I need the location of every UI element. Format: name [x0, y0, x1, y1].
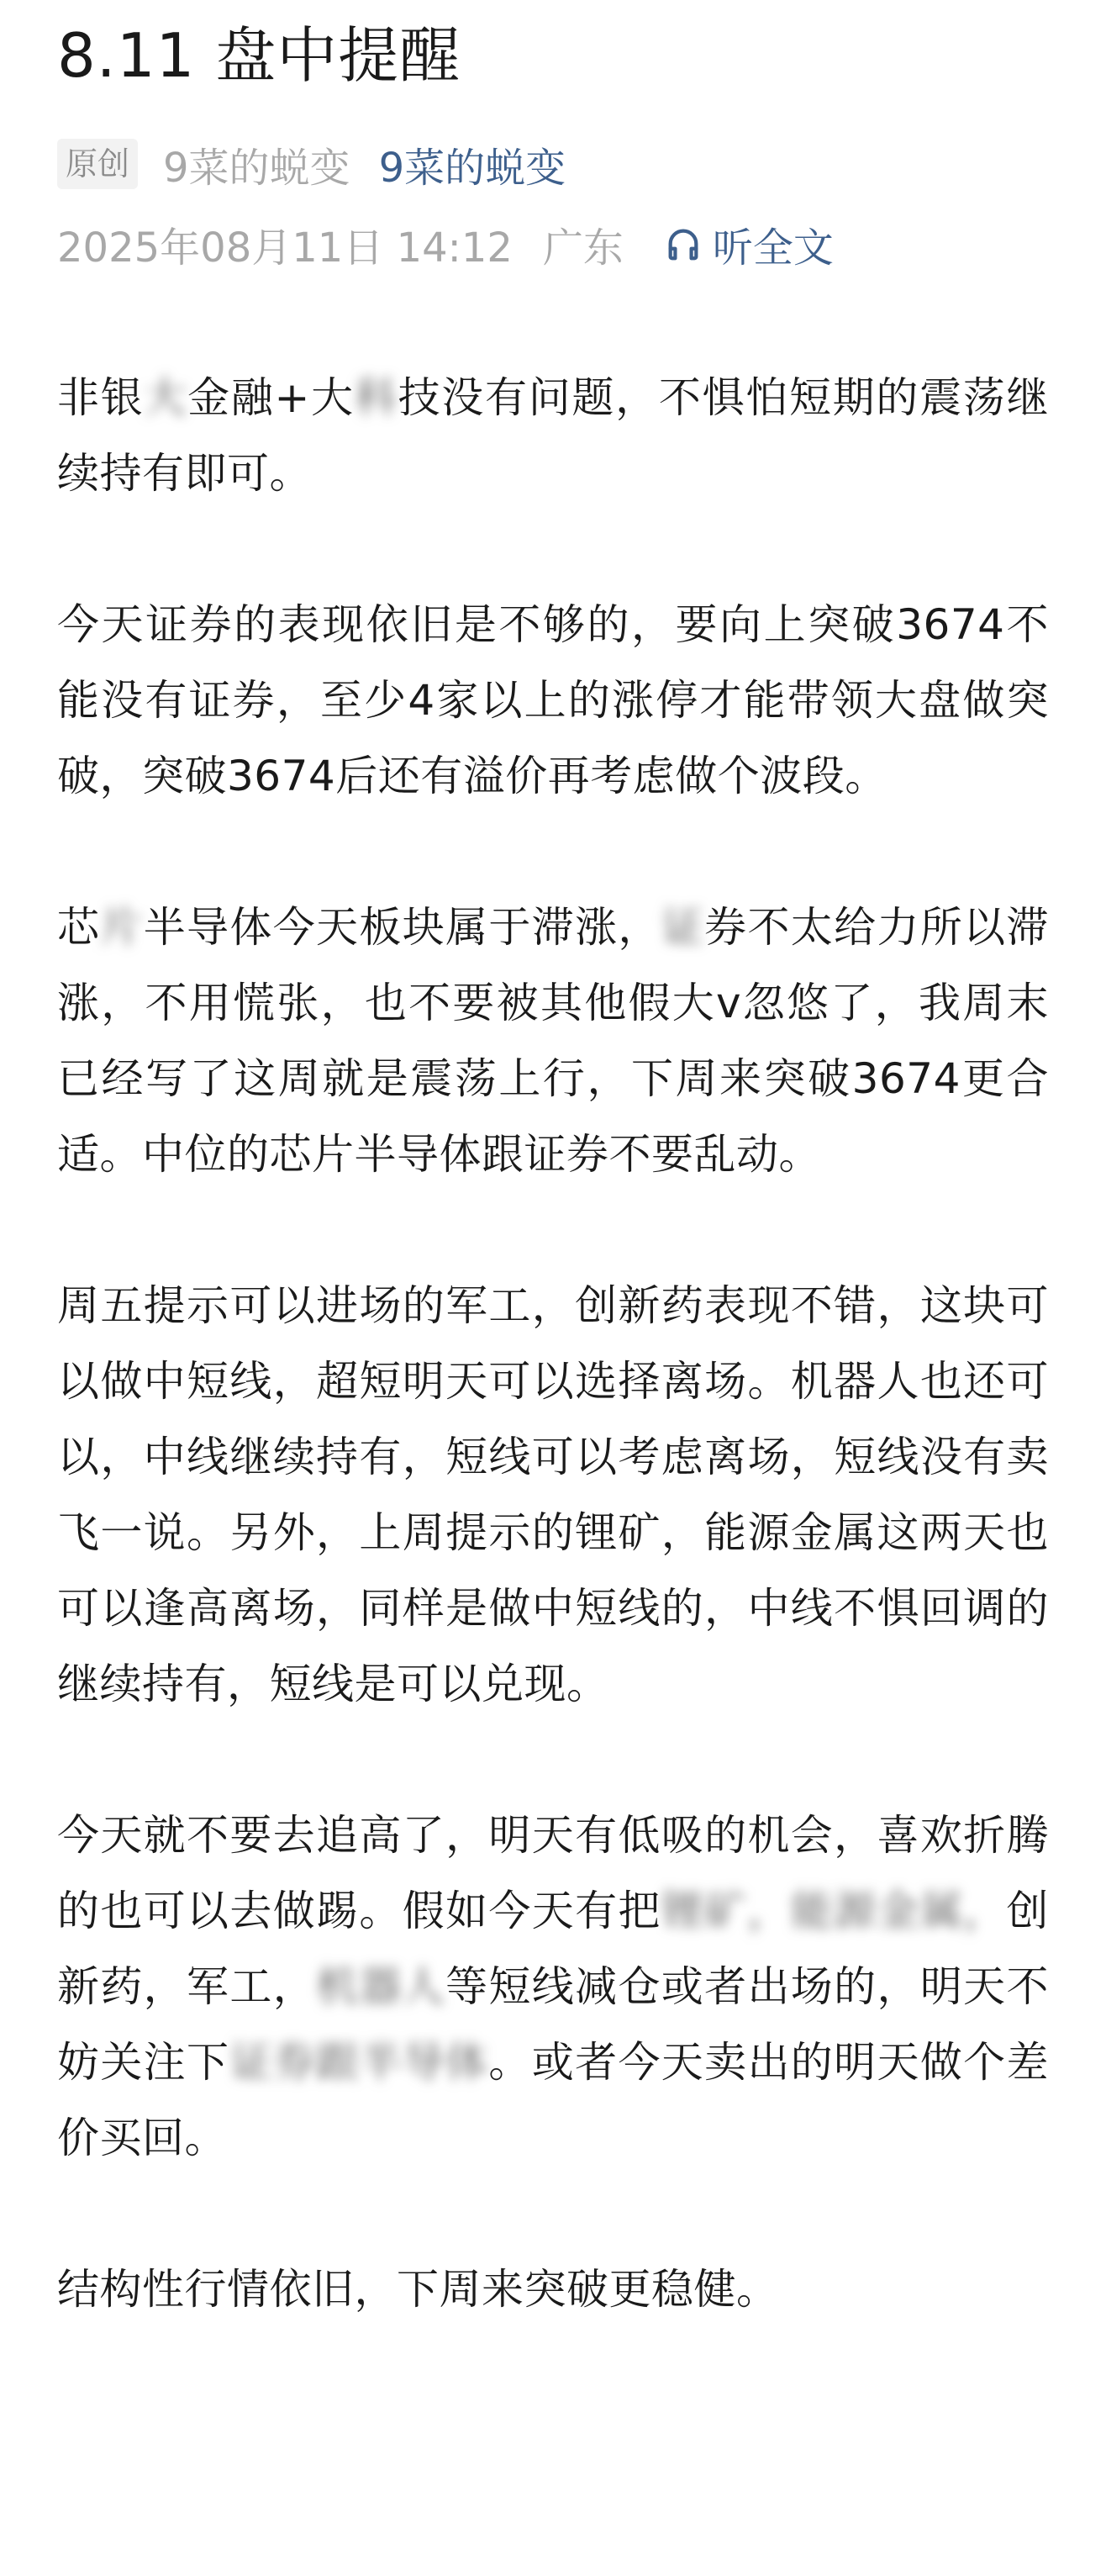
- text-segment: 今天就不要去追高了，明天有低吸的机会，喜欢折腾的也可以去做踢。假如今天有把: [57, 1811, 1049, 1935]
- blurred-text: 科: [354, 373, 398, 422]
- author-row: [57, 136, 1049, 192]
- publish-location: 广东: [542, 224, 624, 272]
- headphones-icon: [664, 224, 703, 263]
- text-segment: 半导体今天板块属于滞涨，: [143, 903, 661, 952]
- paragraph-3: [57, 889, 1049, 1192]
- text-segment: 技没有问题，不惧怕短期的震荡继续持有即可。: [57, 373, 1050, 498]
- listen-full-text-button[interactable]: [664, 215, 834, 273]
- text-segment: 。或者今天卖出的明天做个差价买回。: [57, 2038, 1050, 2162]
- blurred-text: 大: [144, 373, 188, 422]
- paragraph-5: [57, 1797, 1049, 2176]
- text-segment: 等短线减仓或者出场的，明天不妨关注下: [57, 1962, 1050, 2087]
- text-segment: 金融+大: [187, 373, 355, 422]
- listen-label: 听全文: [712, 224, 834, 272]
- blurred-text: 锂矿，能源金属，: [661, 1887, 1007, 1935]
- text-segment: 创新药，军工，: [57, 1887, 1050, 2011]
- article-title: 8.11 盘中提醒: [57, 20, 461, 91]
- meta-row: [57, 215, 1049, 272]
- paragraph-6: 结构性行情依旧，下周来突破更稳健。: [57, 2265, 779, 2314]
- text-segment: 非银: [57, 373, 145, 422]
- blurred-text: 证: [661, 903, 705, 952]
- original-badge: 原创: [57, 139, 138, 189]
- text-segment: 芯: [57, 903, 101, 952]
- author-name-link[interactable]: 9菜的蜕变: [378, 144, 566, 192]
- blurred-text: 证券跟半导体: [229, 2038, 489, 2087]
- paragraph-1: [57, 360, 1049, 511]
- blurred-text: 机器人: [316, 1962, 446, 2011]
- author-name-plain: 9菜的蜕变: [163, 144, 350, 192]
- paragraph-2: 今天证券的表现依旧是不够的，要向上突破3674不能没有证券，至少4家以上的涨停才能带领大盘做突破，突破3674后还有溢价再考虑做个波段。: [57, 600, 1049, 800]
- paragraph-4: 周五提示可以进场的军工，创新药表现不错，这块可以做中短线，超短明天可以选择离场。机器人也还可以，中线继续持有，短线可以考虑离场，短线没有卖飞一说。另外，上周提示的锂矿，能源金属这两天也可以逢高离场，同样是做中短线的，中线不惧回调的继续持有，短线是可以兑现。: [57, 1281, 1049, 1708]
- text-segment: 券不太给力所以滞涨，不用慌张，也不要被其他假大v忽悠了，我周末已经写了这周就是震荡上行，下周来突破3674更合适。中位的芯片半导体跟证券不要乱动。: [57, 903, 1050, 1179]
- publish-datetime: 2025年08月11日 14:12: [57, 224, 513, 272]
- blurred-text: 片: [100, 903, 144, 952]
- article-body: [57, 360, 1049, 2327]
